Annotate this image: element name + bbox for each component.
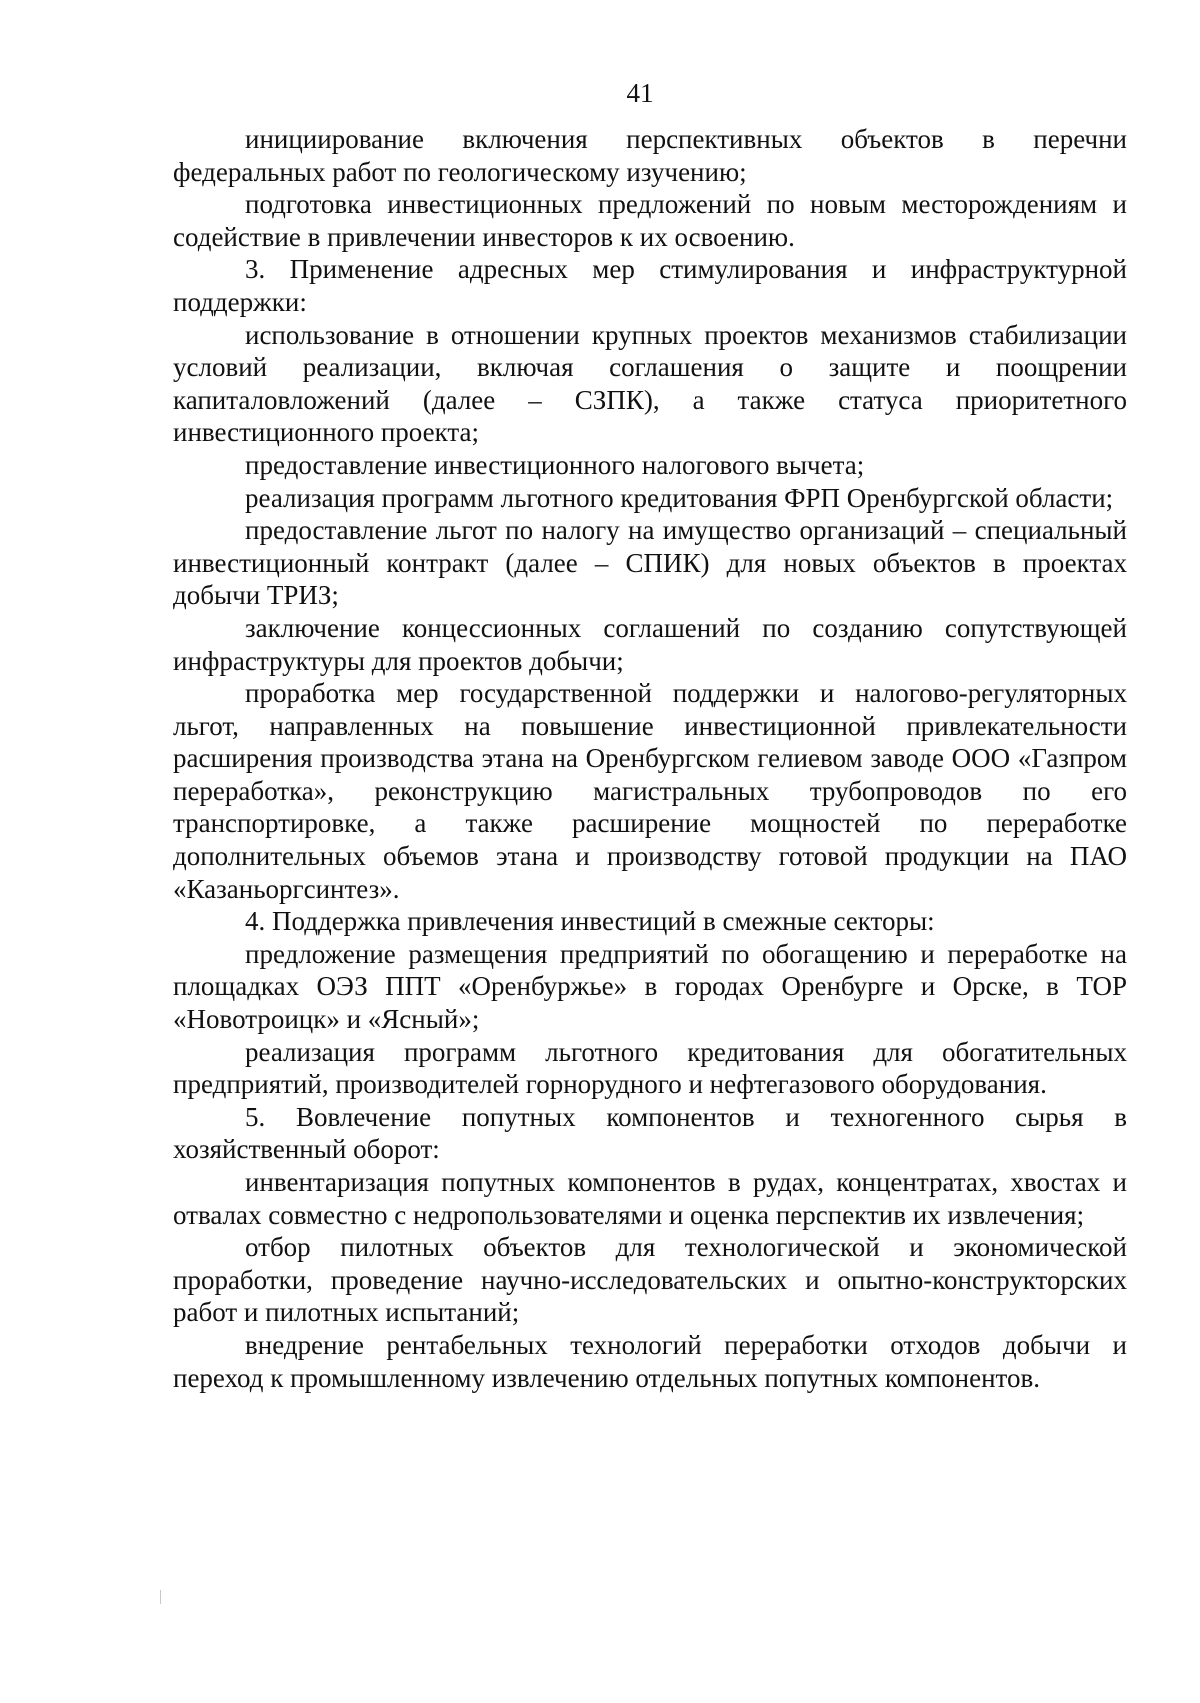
paragraph: предоставление инвестиционного налогового вычета; (245, 449, 865, 480)
paragraph: инициирование включения перспективных объектов в перечни федеральных работ по геологическому изучению; (173, 124, 1127, 187)
paragraph: отбор пилотных объектов для технологической и экономической проработки, проведение научно-исследовательских и опытно-конструкторских работ и пилотных испытаний; (173, 1232, 1127, 1328)
paragraph: использование в отношении крупных проектов механизмов стабилизации условий реализации, включая соглашения о защите и поощрении капиталовложений (далее – СЗПК), а также статуса приоритетного инвестиционного проекта; (173, 319, 1127, 448)
paragraph: проработка мер государственной поддержки и налогово-регуляторных льгот, направленных на повышение инвестиционной привлекательности расширения производства этана на Оренбургском гелиевом заводе ООО «Газпром переработка», реконструкцию магистральных трубопроводов по его транспортировке, а также расширение мощностей по переработке дополнительных объемов этана и производству готовой продукции на ПАО «Казаньоргсинтез». (173, 678, 1127, 904)
page-number: 41 (626, 78, 654, 108)
paragraph: предложение размещения предприятий по обогащению и переработке на площадках ОЭЗ ППТ «Оренбуржье» в городах Оренбурге и Орске, в ТОР «Новотроицк» и «Ясный»; (173, 938, 1127, 1035)
paragraph: подготовка инвестиционных предложений по новым месторождениям и содействие в привлечении инвесторов к их освоению. (173, 189, 1127, 252)
section-heading: 5. Вовлечение попутных компонентов и техногенного сырья в хозяйственный оборот: (173, 1101, 1127, 1165)
section-heading: 4. Поддержка привлечения инвестиций в смежные секторы: (245, 906, 935, 937)
document-body (173, 123, 1127, 1394)
paragraph: предоставление льгот по налогу на имущество организаций – специальный инвестиционный контракт (далее – СПИК) для новых объектов в проектах добычи ТРИЗ; (173, 515, 1127, 611)
paragraph: реализация программ льготного кредитования ФРП Оренбургской области; (245, 482, 1114, 513)
paragraph: заключение концессионных соглашений по созданию сопутствующей инфраструктуры для проектов добычи; (173, 612, 1127, 676)
paragraph: инвентаризация попутных компонентов в рудах, концентратах, хвостах и отвалах совместно с недропользователями и оценка перспектив их извлечения; (173, 1167, 1127, 1230)
scan-artifact (160, 1590, 161, 1604)
section-heading: 3. Применение адресных мер стимулирования и инфраструктурной поддержки: (173, 254, 1127, 317)
paragraph: внедрение рентабельных технологий переработки отходов добычи и переход к промышленному извлечению отдельных попутных компонентов. (173, 1329, 1127, 1393)
paragraph: реализация программ льготного кредитования для обогатительных предприятий, производителей горнорудного и нефтегазового оборудования. (173, 1036, 1127, 1100)
